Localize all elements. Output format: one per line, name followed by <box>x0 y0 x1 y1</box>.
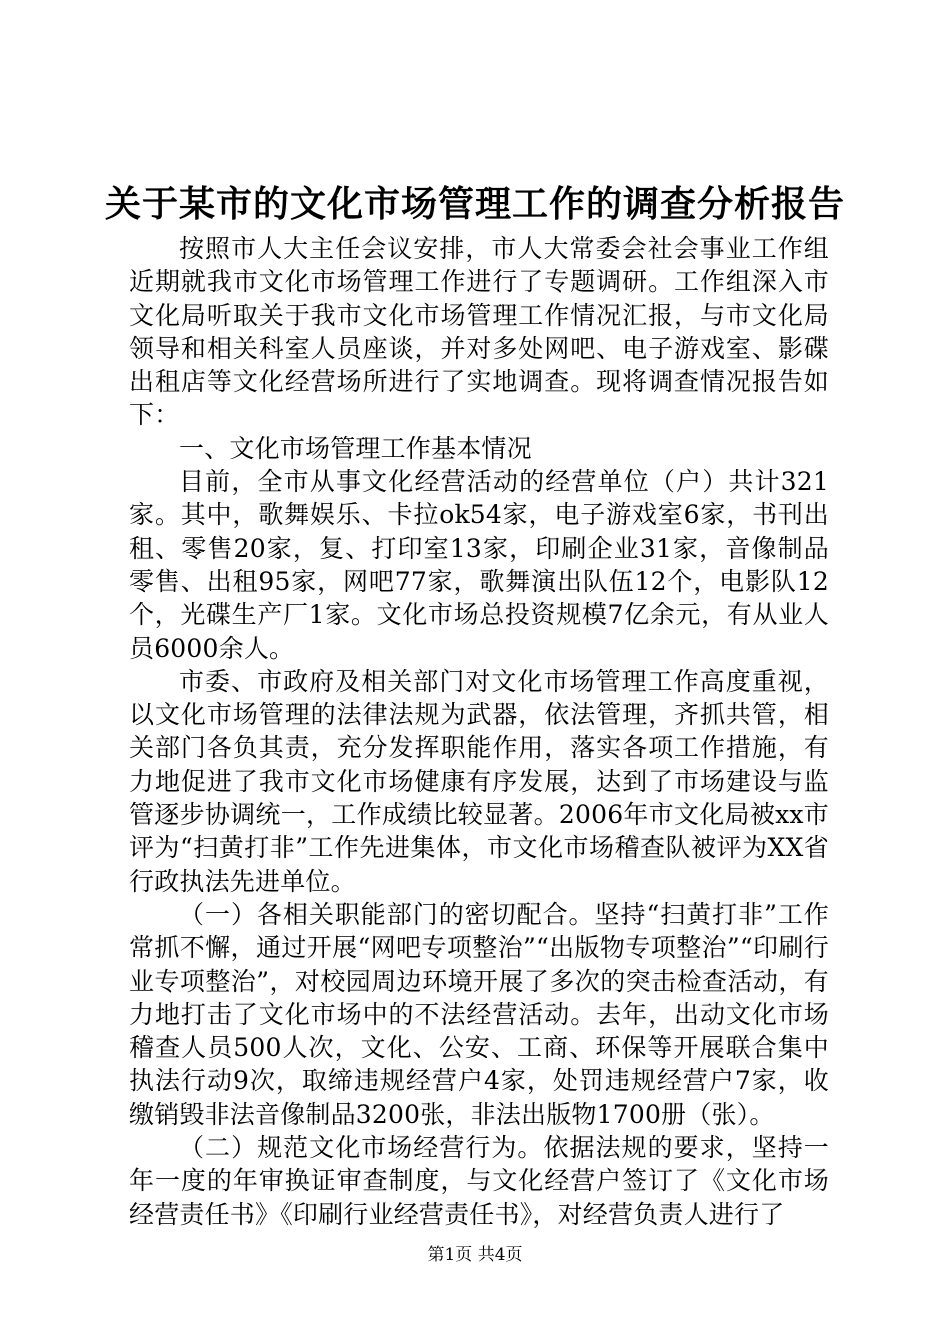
document-body <box>129 232 829 1231</box>
paragraph-overview: 市委、市政府及相关部门对文化市场管理工作高度重视，以文化市场管理的法律法规为武器，依法管理，齐抓共管，相关部门各负其责，充分发挥职能作用，落实各项工作措施，有力地促进了我市文化市场健康有序发展，达到了市场建设与监管逐步协调统一，工作成绩比较显著。2006年市文化局被xx市评为“扫黄打非”工作先进集体，市文化市场稽查队被评为XX省行政执法先进单位。 <box>129 666 829 896</box>
paragraph-stats: 目前，全市从事文化经营活动的经营单位（户）共计321家。其中，歌舞娱乐、卡拉ok54家，电子游戏室6家，书刊出租、零售20家，复、打印室13家，印刷企业31家，音像制品零售、出租95家，网吧77家，歌舞演出队伍12个，电影队12个，光碟生产厂1家。文化市场总投资规模7亿余元，有从业人员6000余人。 <box>129 467 829 663</box>
paragraph-intro: 按照市人大主任会议安排，市人大常委会社会事业工作组近期就我市文化市场管理工作进行了专题调研。工作组深入市文化局听取关于我市文化市场管理工作情况汇报，与市文化局领导和相关科室人员座谈，并对多处网吧、电子游戏室、影碟出租店等文化经营场所进行了实地调查。现将调查情况报告如下： <box>129 234 829 430</box>
page-footer: 第1页 共4页 <box>427 1245 523 1265</box>
section-heading-1: 一、文化市场管理工作基本情况 <box>179 433 532 463</box>
paragraph-regulation: （二）规范文化市场经营行为。依据法规的要求，坚持一年一度的年审换证审查制度，与文化经营户签订了《文化市场经营责任书》《印刷行业经营责任书》，对经营负责人进行了 <box>129 1133 829 1229</box>
document-title: 关于某市的文化市场管理工作的调查分析报告 <box>104 183 845 225</box>
paragraph-cooperation: （一）各相关职能部门的密切配合。坚持“扫黄打非”工作常抓不懈，通过开展“网吧专项整治”“出版物专项整治”“印刷行业专项整治”，对校园周边环境开展了多次的突击检查活动，有力地打击了文化市场中的不法经营活动。去年，出动文化市场稽查人员500人次，文化、公安、工商、环保等开展联合集中执法行动9次，取缔违规经营户4家，处罚违规经营户7家，收缴销毁非法音像制品3200张，非法出版物1700册（张）。 <box>129 899 829 1129</box>
